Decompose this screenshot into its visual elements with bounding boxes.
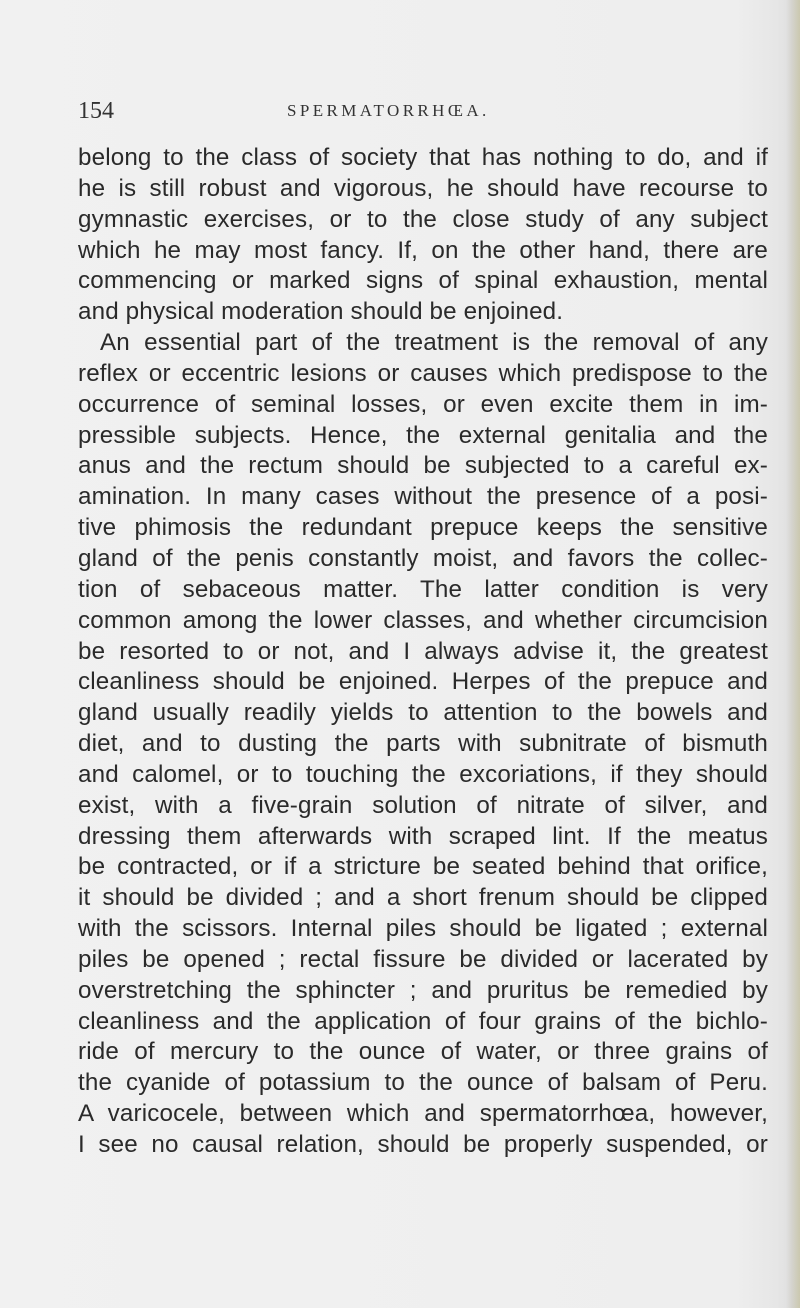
text-line: gland usually readily yields to attention to the bowels and — [78, 699, 768, 727]
text-line: with the scissors. Internal piles should be ligated ; external — [78, 915, 768, 943]
running-head — [78, 98, 768, 128]
text-line: belong to the class of society that has nothing to do, and if — [78, 144, 768, 171]
text-line: exist, with a five-grain solution of nitrate of silver, and — [78, 791, 768, 819]
text-line: which he may most fancy. If, on the other hand, there are — [78, 236, 768, 264]
text-line: A varicocele, between which and spermatorrhœa, however, — [78, 1100, 768, 1128]
text-line: overstretching the sphincter ; and pruritus be remedied by — [78, 976, 768, 1004]
text-line: dressing them afterwards with scraped lint. If the meatus — [78, 822, 768, 850]
text-line: commencing or marked signs of spinal exhaustion, mental — [78, 267, 768, 295]
text-line: cleanliness and the application of four grains of the bichlo- — [78, 1007, 768, 1035]
text-line: amination. In many cases without the presence of a posi- — [78, 483, 768, 511]
text-line: ride of mercury to the ounce of water, or three grains of — [78, 1038, 768, 1066]
text-line: occurrence of seminal losses, or even excite them in im- — [78, 390, 768, 418]
body-text — [78, 143, 768, 1161]
text-line: be contracted, or if a stricture be seated behind that orifice, — [78, 853, 768, 881]
running-title: SPERMATORRHŒA. — [287, 101, 490, 120]
text-line: common among the lower classes, and whether circumcision — [78, 606, 768, 634]
text-line: gland of the penis constantly moist, and favors the collec- — [78, 544, 768, 572]
page-edge — [786, 0, 800, 1308]
text-line: tion of sebaceous matter. The latter condition is very — [78, 575, 768, 603]
text-line: the cyanide of potassium to the ounce of balsam of Peru. — [78, 1069, 768, 1097]
text-line: gymnastic exercises, or to the close study of any subject — [78, 205, 768, 233]
page-number: 154 — [78, 98, 114, 124]
text-line: tive phimosis the redundant prepuce keeps the sensitive — [78, 514, 768, 542]
text-line: be resorted to or not, and I always advise it, the greatest — [78, 637, 768, 665]
text-line: he is still robust and vigorous, he should have recourse to — [78, 174, 768, 202]
text-line: and physical moderation should be enjoined. — [78, 298, 564, 326]
text-line: reflex or eccentric lesions or causes which predispose to the — [78, 359, 768, 387]
text-line: and calomel, or to touching the excoriations, if they should — [78, 760, 768, 788]
text-line: cleanliness should be enjoined. Herpes of the prepuce and — [78, 668, 768, 696]
text-line: piles be opened ; rectal fissure be divided or lacerated by — [78, 945, 768, 973]
text-line: it should be divided ; and a short frenum should be clipped — [78, 884, 768, 912]
text-line: diet, and to dusting the parts with subnitrate of bismuth — [78, 730, 768, 758]
text-line: pressible subjects. Hence, the external genitalia and the — [78, 421, 768, 449]
text-line: An essential part of the treatment is the removal of any — [100, 329, 768, 357]
text-line: anus and the rectum should be subjected to a careful ex- — [78, 452, 768, 480]
text-line: I see no causal relation, should be properly suspended, or — [78, 1131, 768, 1158]
